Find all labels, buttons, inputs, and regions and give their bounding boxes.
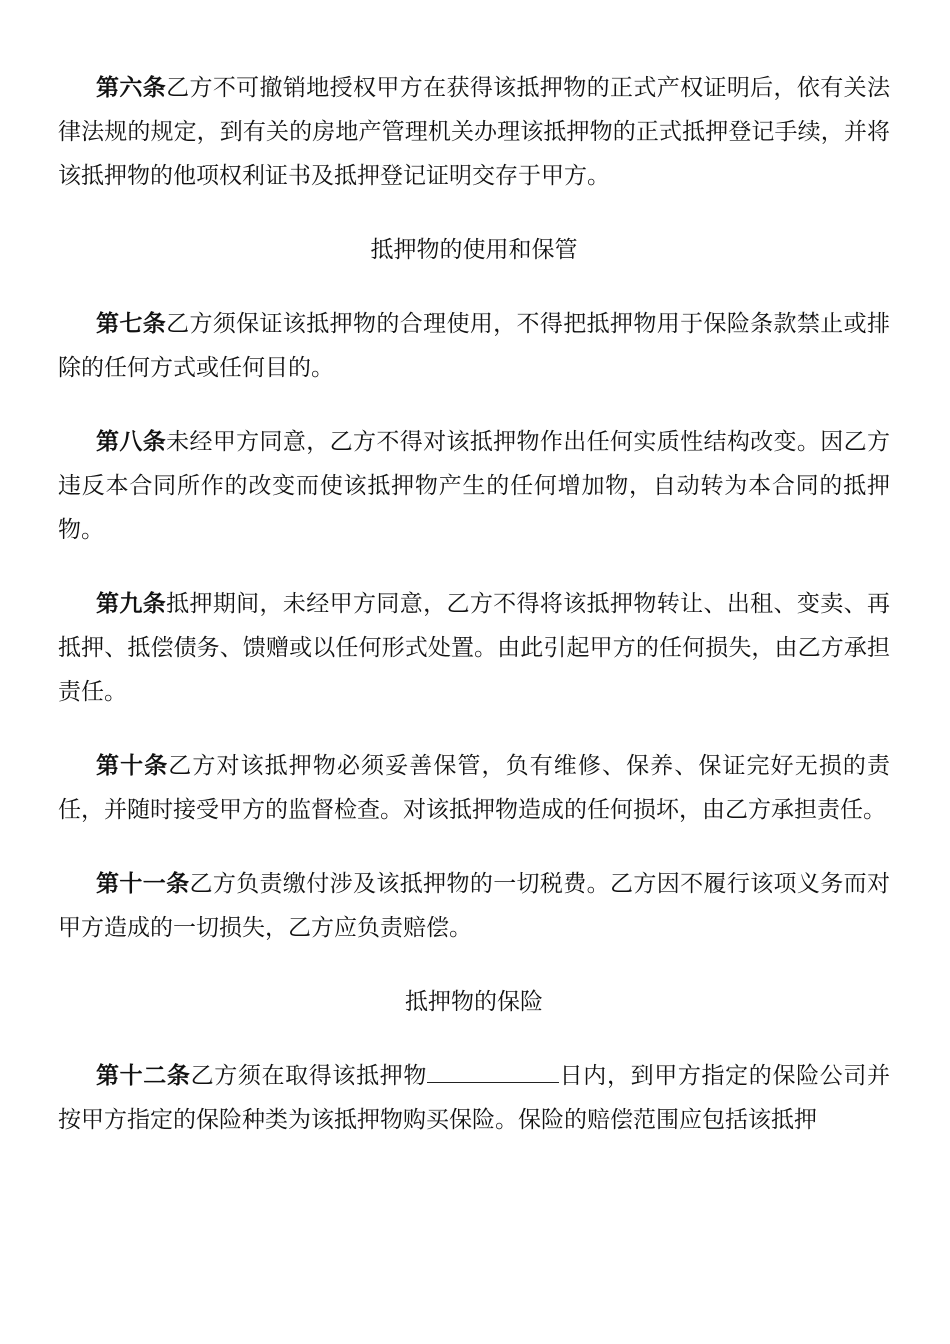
article-text-before-blank: 乙方须在取得该抵押物 — [190, 1063, 428, 1089]
article-text-after-blank: 日内，到甲方指定的保险公司并按甲方指定的保险种类为该抵押物购买保险。保险的赔偿范围应包括该抵押 — [58, 1063, 891, 1133]
article-6 — [58, 66, 890, 198]
article-text: 乙方对该抵押物必须妥善保管，负有维修、保养、保证完好无损的责任，并随时接受甲方的监督检查。对该抵押物造成的任何损坏，由乙方承担责任。 — [58, 753, 890, 823]
fill-in-blank-days[interactable] — [427, 1056, 559, 1083]
article-number: 第十条 — [96, 752, 169, 779]
article-7 — [58, 302, 890, 390]
article-number: 第十一条 — [96, 870, 190, 897]
article-number: 第十二条 — [96, 1062, 191, 1089]
article-number: 第九条 — [96, 590, 167, 617]
article-12 — [58, 1054, 890, 1142]
document-page — [58, 66, 890, 1142]
article-number: 第六条 — [96, 74, 167, 101]
article-11 — [58, 862, 890, 950]
article-8 — [58, 420, 890, 552]
article-number: 第八条 — [96, 428, 167, 455]
article-10 — [58, 744, 890, 832]
article-text: 未经甲方同意，乙方不得对该抵押物作出任何实质性结构改变。因乙方违反本合同所作的改变而使该抵押物产生的任何增加物，自动转为本合同的抵押物。 — [58, 429, 891, 543]
article-9 — [58, 582, 890, 714]
article-number: 第七条 — [96, 310, 167, 337]
section-heading-insurance: 抵押物的保险 — [405, 989, 543, 1015]
section-heading-usage: 抵押物的使用和保管 — [370, 237, 578, 263]
article-text: 乙方负责缴付涉及该抵押物的一切税费。乙方因不履行该项义务而对甲方造成的一切损失，乙方应负责赔偿。 — [58, 871, 891, 941]
article-text: 乙方须保证该抵押物的合理使用，不得把抵押物用于保险条款禁止或排除的任何方式或任何目的。 — [58, 311, 891, 381]
article-text: 抵押期间，未经甲方同意，乙方不得将该抵押物转让、出租、变卖、再抵押、抵偿债务、馈赠或以任何形式处置。由此引起甲方的任何损失，由乙方承担责任。 — [58, 591, 891, 705]
article-text: 乙方不可撤销地授权甲方在获得该抵押物的正式产权证明后，依有关法律法规的规定，到有关的房地产管理机关办理该抵押物的正式抵押登记手续，并将该抵押物的他项权利证书及抵押登记证明交存于甲方。 — [58, 75, 891, 189]
